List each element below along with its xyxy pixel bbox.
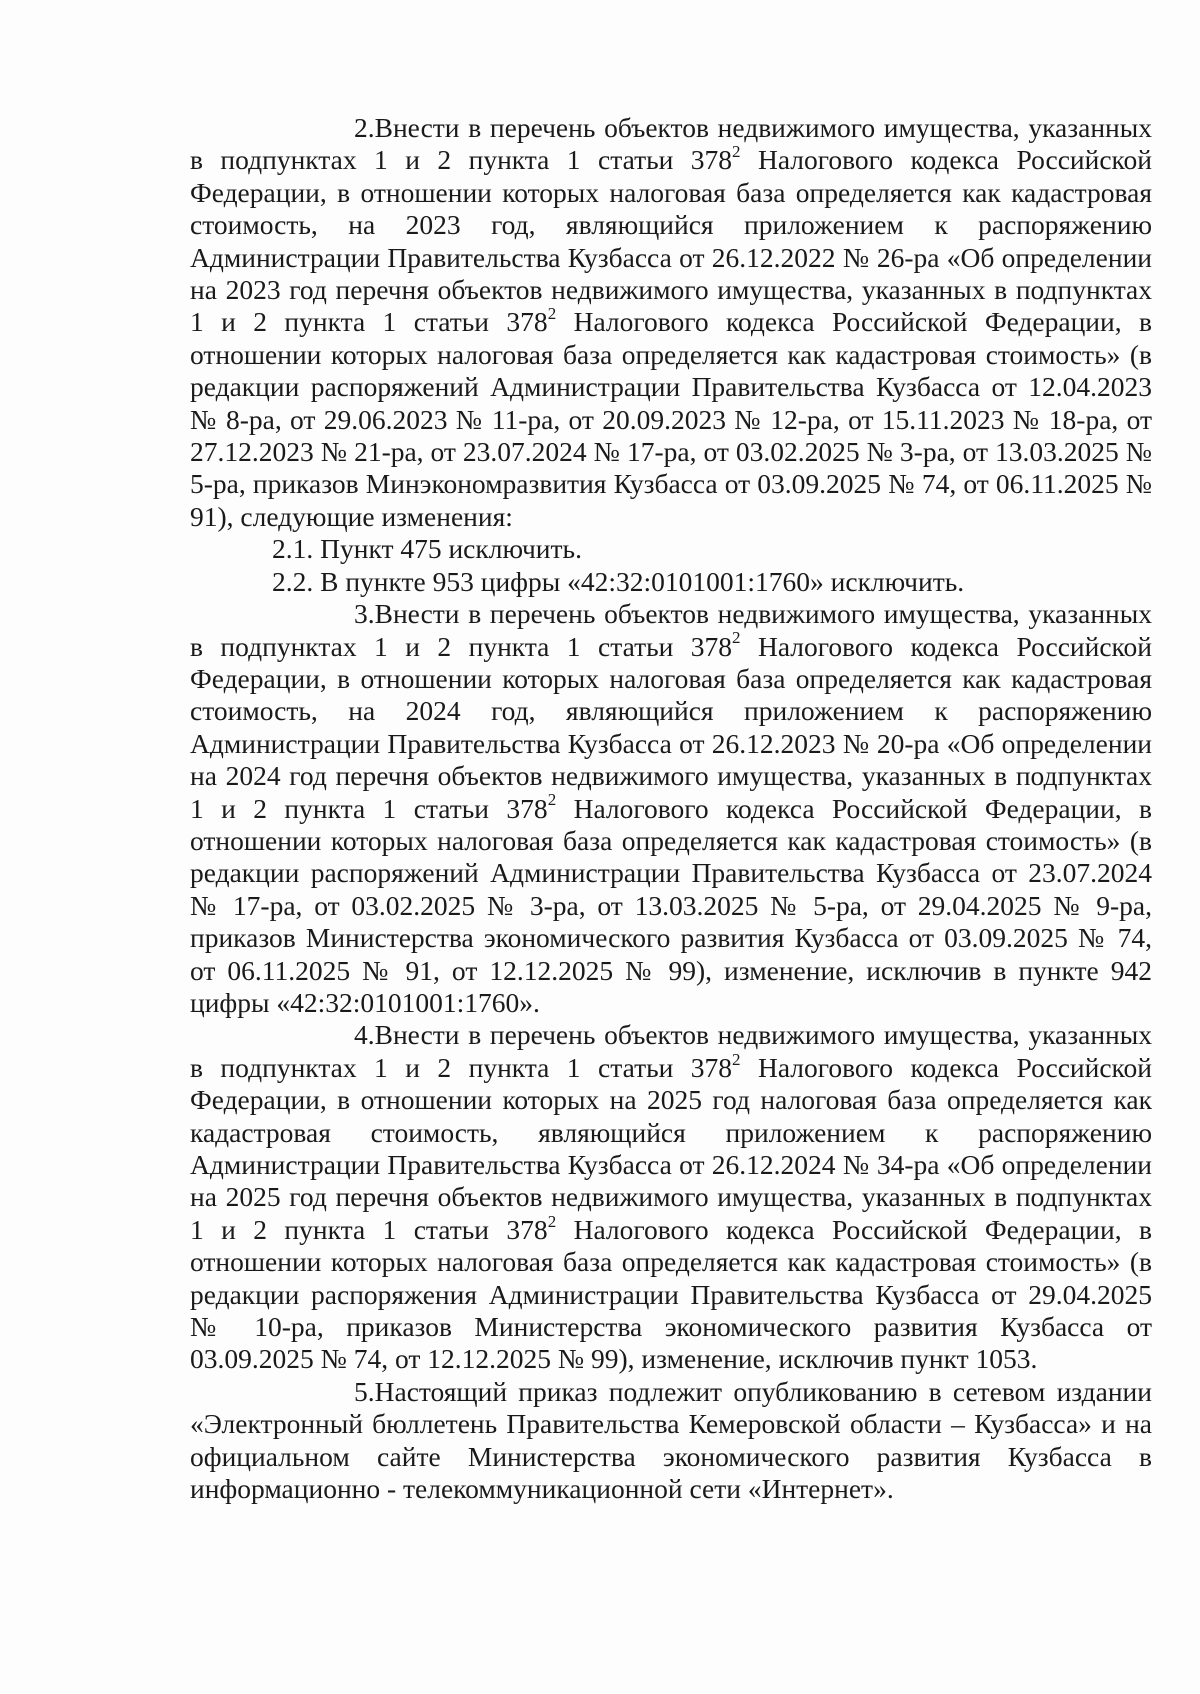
superscript: 2: [732, 142, 741, 162]
paragraph-3: [190, 598, 1152, 1019]
paragraph-text: Налогового кодекса Российской Федерации, в отношении которых налоговая база определяется как кадастровая стоимость» (в редакции распоряжения Администрации Правительства Кузбасса от 29.04.2025 № 10-ра, приказов Министерства экономического развития Кузбасса от 03.09.2025 № 74, от 12.12.2025 № 99), изменение, исключив пункт 1053.: [190, 1213, 1152, 1375]
paragraph-number: 3.: [354, 598, 375, 630]
paragraph-text: Внести в перечень объектов недвижимого имущества, указанных в подпунктах 1 и 2 пункта 1 статьи 378: [190, 598, 1152, 662]
paragraph-2: [190, 112, 1152, 533]
paragraph-4: [190, 1019, 1152, 1375]
paragraph-text: Внести в перечень объектов недвижимого имущества, указанных в подпунктах 1 и 2 пункта 1 статьи 378: [190, 1019, 1152, 1083]
paragraph-text: Налогового кодекса Российской Федерации, в отношении которых налоговая база определяется как кадастровая стоимость, на 2023 год, являющийся приложением к распоряжению Администрации Правительства Кузбасса от 26.12.2022 № 26-ра «Об определении на 2023 год перечня объектов недвижимого имущества, указанных в подпунктах 1 и 2 пункта 1 статьи 378: [190, 144, 1152, 338]
superscript: 2: [547, 790, 557, 810]
paragraph-text: Настоящий приказ подлежит опубликованию в сетевом издании «Электронный бюллетень Правительства Кемеровской области – Кузбасса» и на официальном сайте Министерства экономического развития Кузбасса в информационно - телекоммуникационной сети «Интернет».: [190, 1375, 1152, 1505]
paragraph-text: Налогового кодекса Российской Федерации, в отношении которых налоговая база определяется как кадастровая стоимость» (в редакции распоряжений Администрации Правительства Кузбасса от 23.07.2024 № 17-ра, от 03.02.2025 № 3-ра, от 13.03.2025 № 5-ра, от 29.04.2025 № 9-ра, приказов Министерства экономического развития Кузбасса от 03.09.2025 № 74, от 06.11.2025 № 91, от 12.12.2025 № 99), изменение, исключив в пункте 942 цифры «42:32:0101001:1760».: [190, 792, 1152, 1018]
paragraph-text: Налогового кодекса Российской Федерации, в отношении которых налоговая база определяется как кадастровая стоимость» (в редакции распоряжений Администрации Правительства Кузбасса от 12.04.2023 № 8-ра, от 29.06.2023 № 11-ра, от 20.09.2023 № 12-ра, от 15.11.2023 № 18-ра, от 27.12.2023 № 21-ра, от 23.07.2024 № 17-ра, от 03.02.2025 № 3-ра, от 13.03.2025 № 5-ра, приказов Минэкономразвития Кузбасса от 03.09.2025 № 74, от 06.11.2025 № 91), следующие изменения:: [190, 306, 1152, 532]
paragraph-text: Налогового кодекса Российской Федерации, в отношении которых налоговая база определяется как кадастровая стоимость, на 2024 год, являющийся приложением к распоряжению Администрации Правительства Кузбасса от 26.12.2023 № 20-ра «Об определении на 2024 год перечня объектов недвижимого имущества, указанных в подпунктах 1 и 2 пункта 1 статьи 378: [190, 630, 1152, 824]
document-body: [190, 112, 1152, 1505]
superscript: 2: [547, 1211, 557, 1231]
subitem-2-1: 2.1. Пункт 475 исключить.: [272, 533, 582, 565]
paragraph-text: Налогового кодекса Российской Федерации, в отношении которых на 2025 год налоговая база определяется как кадастровая стоимость, являющийся приложением к распоряжению Администрации Правительства Кузбасса от 26.12.2024 № 34-ра «Об определении на 2025 год перечня объектов недвижимого имущества, указанных в подпунктах 1 и 2 пункта 1 статьи 378: [190, 1051, 1152, 1245]
paragraph-number: 2.: [354, 112, 375, 143]
paragraph-text: Внести в перечень объектов недвижимого имущества, указанных в подпунктах 1 и 2 пункта 1 статьи 378: [190, 112, 1152, 176]
superscript: 2: [732, 1049, 741, 1069]
superscript: 2: [547, 304, 557, 324]
paragraph-number: 4.: [354, 1019, 375, 1051]
subitem-2-2: 2.2. В пункте 953 цифры «42:32:0101001:1760» исключить.: [272, 565, 965, 597]
paragraph-5: [190, 1376, 1152, 1506]
superscript: 2: [732, 628, 741, 648]
paragraph-number: 5.: [354, 1375, 375, 1407]
